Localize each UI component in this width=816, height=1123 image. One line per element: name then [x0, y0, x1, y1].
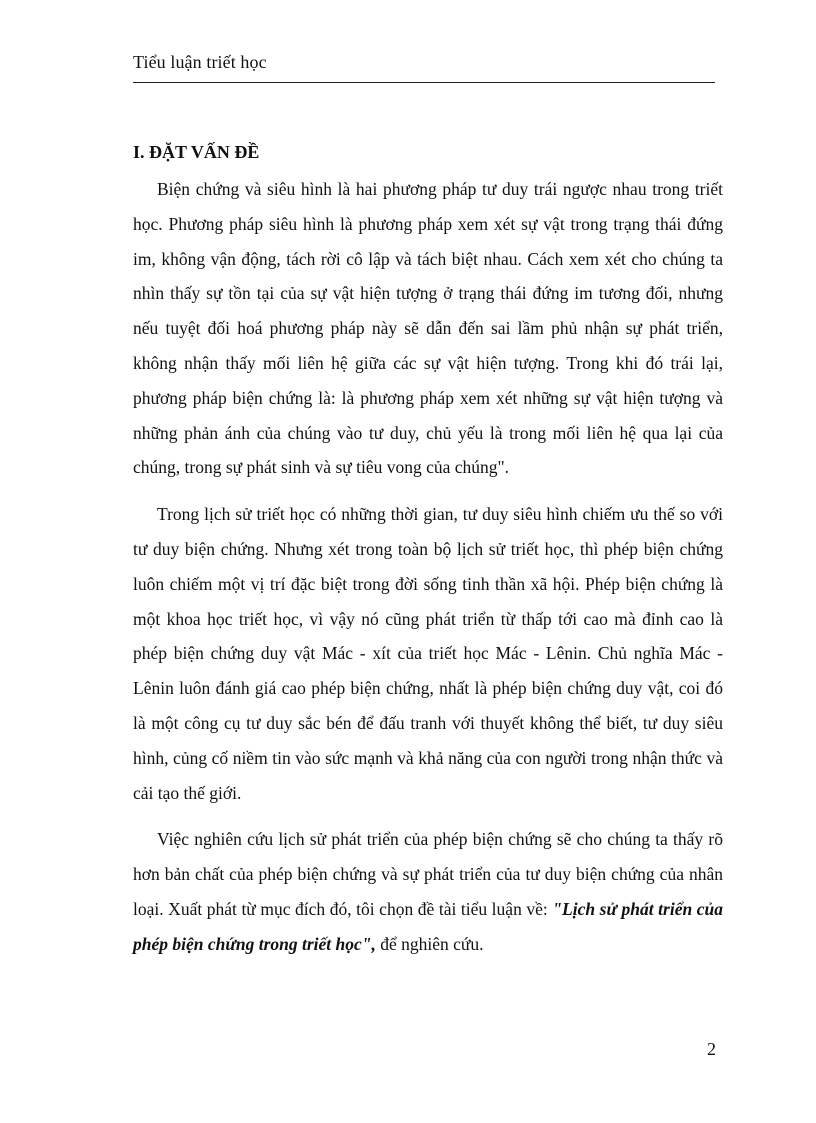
document-body	[133, 132, 723, 962]
paragraph-1	[133, 172, 723, 485]
paragraph-1-text: Biện chứng và siêu hình là hai phương pháp tư duy trái ngược nhau trong triết học. Phương pháp siêu hình là phương pháp xem xét sự vật trong trạng thái đứng im, không vận động, tách rời cô lập và tách biệt nhau. Cách xem xét cho chúng ta nhìn thấy sự tồn tại của sự vật hiện tượng ở trạng thái đứng im tương đối, nhưng nếu tuyệt đối hoá phương pháp này sẽ dẫn đến sai lầm phủ nhận sự phát triển, không nhận thấy mối liên hệ giữa các sự vật hiện tượng. Trong khi đó trái lại, phương pháp biện chứng là: là phương pháp xem xét những sự vật hiện tượng và những phản ánh của chúng vào tư duy, chủ yếu là trong mối liên hệ qua lại của chúng, trong sự phát sinh và sự tiêu vong của chúng".	[133, 179, 723, 478]
paragraph-3-text: Việc nghiên cứu lịch sử phát triển của phép biện chứng sẽ cho chúng ta thấy rõ hơn bản chất của phép biện chứng và sự phát triển của tư duy biện chứng của nhân loại. Xuất phát từ mục đích đó, tôi chọn đề tài tiểu luận về:	[133, 829, 723, 919]
section-heading: I. ĐẶT VẤN ĐỀ	[133, 142, 260, 162]
topic-title: "Lịch sử phát triển của phép biện chứng trong triết học",	[133, 898, 724, 954]
paragraph-2	[133, 497, 723, 810]
paragraph-3	[133, 822, 723, 961]
page-number: 2	[707, 1039, 716, 1059]
closing-text: để nghiên cứu.	[375, 933, 484, 954]
paragraph-2-text: Trong lịch sử triết học có những thời gian, tư duy siêu hình chiếm ưu thế so với tư duy biện chứng. Nhưng xét trong toàn bộ lịch sử triết học, thì phép biện chứng luôn chiếm một vị trí đặc biệt trong đời sống tinh thần xã hội. Phép biện chứng là một khoa học triết học, vì vậy nó cũng phát triển từ thấp tới cao mà đỉnh cao là phép biện chứng duy vật Mác - xít của triết học Mác - Lênin. Chủ nghĩa Mác - Lênin luôn đánh giá cao phép biện chứng, nhất là phép biện chứng duy vật, coi đó là một công cụ tư duy sắc bén để đấu tranh với thuyết không thể biết, tư duy siêu hình, củng cố niềm tin vào sức mạnh và khả năng của con người trong nhận thức và cải tạo thế giới.	[133, 504, 723, 803]
header-rule	[133, 82, 715, 83]
running-header: Tiểu luận triết học	[133, 52, 267, 72]
